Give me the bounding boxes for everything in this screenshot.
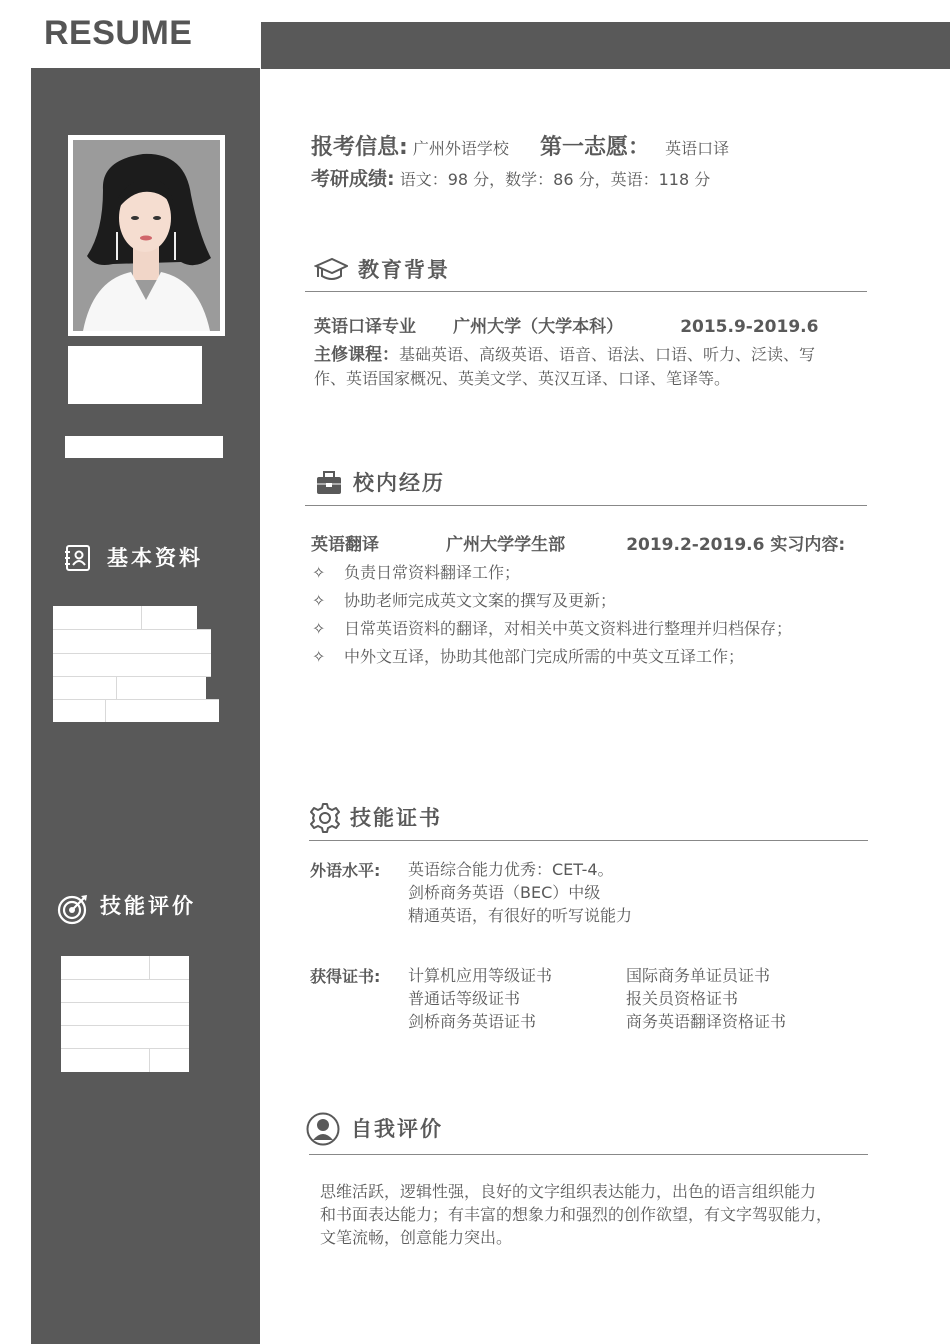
self-eval-heading: 自我评价	[351, 1117, 443, 1141]
divider	[149, 1048, 150, 1072]
score-label: 考研成绩:	[311, 168, 395, 190]
courses-block	[314, 343, 874, 391]
courses-label: 主修课程：	[314, 345, 399, 365]
target-icon	[57, 893, 89, 929]
divider	[105, 699, 106, 722]
section-divider	[305, 505, 867, 506]
diamond-star-icon: ✧	[312, 591, 326, 610]
profile-photo	[73, 140, 220, 331]
list-item: 剑桥商务英语证书	[408, 1012, 537, 1031]
list-item: 报关员资格证书	[626, 989, 739, 1008]
list-item: ✧ 日常英语资料的翻译，对相关中英文资料进行整理并归档保存；	[312, 619, 793, 638]
list-item: 国际商务单证员证书	[626, 966, 771, 985]
top-bar	[261, 22, 950, 69]
list-item: 普通话等级证书	[408, 989, 521, 1008]
apply-info-line	[311, 130, 729, 161]
list-item: ✧ 协助老师完成英文文案的撰写及更新；	[312, 591, 617, 610]
diamond-star-icon: ✧	[312, 619, 326, 638]
resume-title: RESUME	[44, 14, 193, 52]
info-row	[53, 699, 219, 722]
divider	[141, 606, 142, 629]
diamond-star-icon: ✧	[312, 563, 326, 582]
education-period: 2015.9-2019.6	[680, 317, 819, 337]
graduation-cap-icon	[314, 256, 348, 286]
contact-book-icon	[64, 544, 92, 576]
list-item: ✧ 中外文互译，协助其他部门完成所需的中英文互译工作；	[312, 647, 745, 666]
info-row	[53, 653, 211, 676]
campus-role: 英语翻译	[311, 535, 379, 555]
cert-column-1	[408, 964, 552, 1033]
briefcase-icon	[316, 471, 342, 499]
divider	[116, 676, 117, 699]
campus-period: 2019.2-2019.6 实习内容:	[626, 535, 846, 555]
divider	[53, 653, 211, 654]
language-list	[408, 858, 632, 927]
list-item: 英语综合能力优秀：CET-4。	[408, 860, 614, 879]
info-row	[53, 606, 197, 629]
list-item: 计算机应用等级证书	[408, 966, 553, 985]
divider	[149, 956, 150, 979]
education-major: 英语口译专业	[314, 317, 416, 337]
campus-row	[311, 530, 845, 555]
apply-label: 报考信息:	[311, 135, 408, 160]
education-heading: 教育背景	[358, 258, 450, 282]
section-divider	[309, 1154, 868, 1155]
section-divider	[305, 291, 867, 292]
list-item: 剑桥商务英语（BEC）中级	[408, 883, 601, 902]
language-label: 外语水平:	[310, 861, 381, 880]
divider	[61, 979, 189, 980]
divider	[61, 1048, 189, 1049]
divider	[53, 676, 211, 677]
intent-placeholder	[65, 436, 223, 458]
diamond-star-icon: ✧	[312, 647, 326, 666]
campus-org: 广州大学学生部	[446, 535, 566, 555]
score-line	[311, 164, 710, 191]
skill-table	[61, 956, 189, 1072]
divider	[53, 699, 219, 700]
choice-value: 英语口译	[665, 139, 730, 158]
choice-label: 第一志愿：	[540, 135, 651, 160]
section-divider	[309, 840, 868, 841]
self-eval-text: 思维活跃，逻辑性强，良好的文字组织表达能力，出色的语言组织能力 和书面表达能力；有丰富的想象力和强烈的创作欲望，有文字驾驭能力， 文笔流畅，创意能力突出。	[320, 1182, 833, 1247]
campus-heading: 校内经历	[353, 471, 445, 495]
basic-info-heading: 基本资料	[107, 546, 203, 570]
education-university: 广州大学（大学本科）	[453, 317, 624, 337]
gear-icon	[309, 802, 341, 838]
cert-column-2	[626, 964, 786, 1033]
apply-school: 广州外语学校	[412, 139, 509, 158]
info-row	[53, 676, 206, 699]
list-item: 精通英语，有很好的听写说能力	[408, 906, 633, 925]
courses-line1: 基础英语、高级英语、语音、语法、口语、听力、泛读、写	[399, 345, 816, 364]
education-row	[314, 312, 818, 337]
divider	[53, 629, 211, 630]
divider	[61, 1002, 189, 1003]
courses-line2: 作、英语国家概况、英美文学、英汉互译、口译、笔译等。	[314, 369, 731, 388]
list-item: 商务英语翻译资格证书	[626, 1012, 787, 1031]
cert-label: 获得证书:	[310, 967, 381, 986]
name-placeholder	[68, 346, 202, 404]
score-value: 语文：98 分，数学：86 分，英语：118 分	[399, 170, 711, 189]
info-row	[53, 629, 211, 653]
skill-rating-heading: 技能评价	[100, 894, 196, 918]
skills-heading: 技能证书	[350, 806, 442, 830]
user-icon	[306, 1112, 340, 1150]
divider	[61, 1025, 189, 1026]
list-item: ✧ 负责日常资料翻译工作；	[312, 563, 521, 582]
